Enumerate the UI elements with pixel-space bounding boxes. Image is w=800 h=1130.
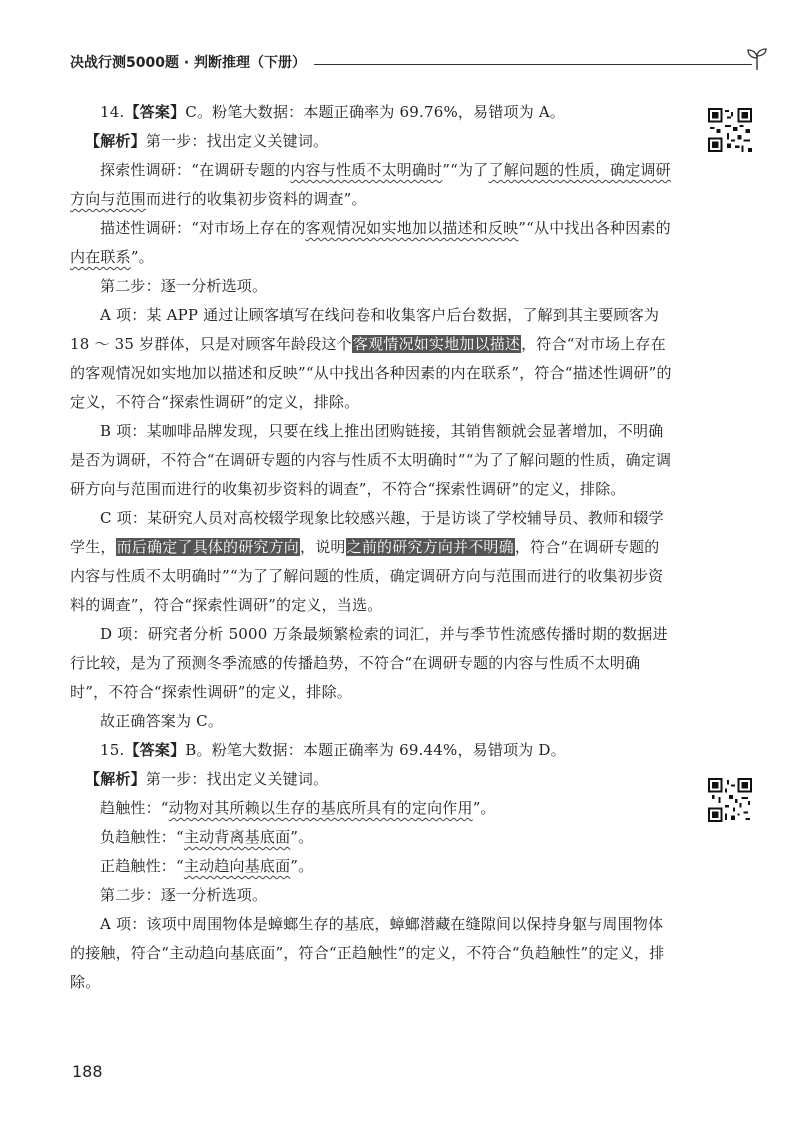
running-header — [70, 48, 770, 78]
underlined-keyword: 客观情况如实地加以描述和反映 — [305, 219, 519, 237]
answer-label: 【答案】 — [124, 103, 186, 121]
q14-definition-tansuo: 探索性调研：“在调研专题的内容与性质不太明确时”“为了了解问题的性质，确定调研方向与范围而进行的收集初步资料的调查”。 — [70, 161, 671, 208]
q15-analysis-line — [70, 765, 672, 794]
q14-option-d: D 项：研究者分析 5000 万条最频繁检索的词汇，并与季节性流感传播时期的数据进行比较，是为了预测冬季流感的传播趋势，不符合“在调研专题的内容与性质不太明确时”，不符合“探索性调研”的定义，排除。 — [70, 625, 668, 701]
q14-option-b: B 项：某咖啡品牌发现，只要在线上推出团购链接，其销售额就会显著增加，不明确是否为调研，不符合“在调研专题的内容与性质不太明确时”“为了了解问题的性质，确定调研方向与范围而进行的收集初步资料的调查”，不符合“探索性调研”的定义，排除。 — [70, 422, 672, 498]
q14-step2: 第二步：逐一分析选项。 — [100, 277, 268, 295]
question-number: 14. — [100, 103, 125, 121]
highlighted-phrase: 而后确定了具体的研究方向 — [116, 538, 300, 556]
q15-step2: 第二步：逐一分析选项。 — [100, 886, 268, 904]
underlined-keyword: 主动背离基底面 — [183, 828, 291, 846]
q14-conclusion: 故正确答案为 C。 — [100, 712, 224, 730]
answer-text: B。粉笔大数据：本题正确率为 69.44%，易错项为 D。 — [185, 741, 566, 759]
underlined-keyword: 内在联系 — [70, 248, 131, 266]
underlined-keyword: 内容与性质不太明确时 — [290, 161, 443, 179]
q14-definition-miaoshu: 描述性调研：“对市场上存在的客观情况如实地加以描述和反映”“从中找出各种因素的内在联系”。 — [70, 219, 671, 266]
q15-definition-zheng: 正趋触性：“主动趋向基底面”。 — [100, 857, 314, 875]
qr-code-icon — [708, 778, 752, 822]
analysis-label: 【解析】 — [85, 770, 146, 788]
q14-analysis-line — [70, 127, 672, 156]
q14-answer-line — [70, 98, 672, 127]
highlighted-phrase: 客观情况如实地加以描述 — [352, 335, 521, 353]
step-text: 第一步：找出定义关键词。 — [145, 132, 329, 150]
q15-option-a: A 项：该项中周围物体是蟑螂生存的基底，蟑螂潜藏在缝隙间以保持身躯与周围物体的接触，符合“主动趋向基底面”，符合“正趋触性”的定义，不符合“负趋触性”的定义，排除。 — [70, 915, 665, 991]
page-content — [70, 98, 672, 997]
question-number: 15. — [100, 741, 125, 759]
q15-definition-fu: 负趋触性：“主动背离基底面”。 — [100, 828, 314, 846]
step-text: 第一步：找出定义关键词。 — [145, 770, 329, 788]
highlighted-phrase: 之前的研究方向并不明确 — [346, 538, 514, 556]
answer-label: 【答案】 — [124, 741, 186, 759]
header-rule — [310, 64, 752, 65]
qr-code-icon — [708, 108, 752, 152]
sprout-icon — [744, 46, 770, 72]
underlined-keyword: 主动趋向基底面 — [183, 857, 291, 875]
q15-answer-line — [70, 736, 672, 765]
underlined-keyword: 动物对其所赖以生存的基底所具有的定向作用 — [168, 799, 473, 817]
q15-definition-quchu: 趋触性：“动物对其所赖以生存的基底所具有的定向作用”。 — [100, 799, 496, 817]
q14-option-c: C 项：某研究人员对高校辍学现象比较感兴趣，于是访谈了学校辅导员、教师和辍学学生，而后确定了具体的研究方向，说明之前的研究方向并不明确，符合“在调研专题的内容与性质不太明确时”“为了了解问题的性质，确定调研方向与范围而进行的收集初步资料的调查”，符合“探索性调研”的定义，当选。 — [70, 509, 664, 614]
answer-text: C。粉笔大数据：本题正确率为 69.76%，易错项为 A。 — [185, 103, 566, 121]
underlined-keyword: 了解问题的性质，确定调研方向与范围 — [70, 161, 671, 208]
header-title: 决战行测5000题 · 判断推理（下册） — [70, 52, 314, 72]
analysis-label: 【解析】 — [85, 132, 146, 150]
q14-option-a: A 项：某 APP 通过让顾客填写在线问卷和收集客户后台数据，了解到其主要顾客为 18 ～ 35 岁群体，只是对顾客年龄段这个客观情况如实地加以描述，符合“对市场上存在的客观情况如实地加以描述和反映”“从中找出各种因素的内在联系”，符合“描述性调研”的定义，不符合“探索性调研”的定义，排除。 — [70, 306, 672, 411]
page-number: 188 — [72, 1062, 103, 1081]
